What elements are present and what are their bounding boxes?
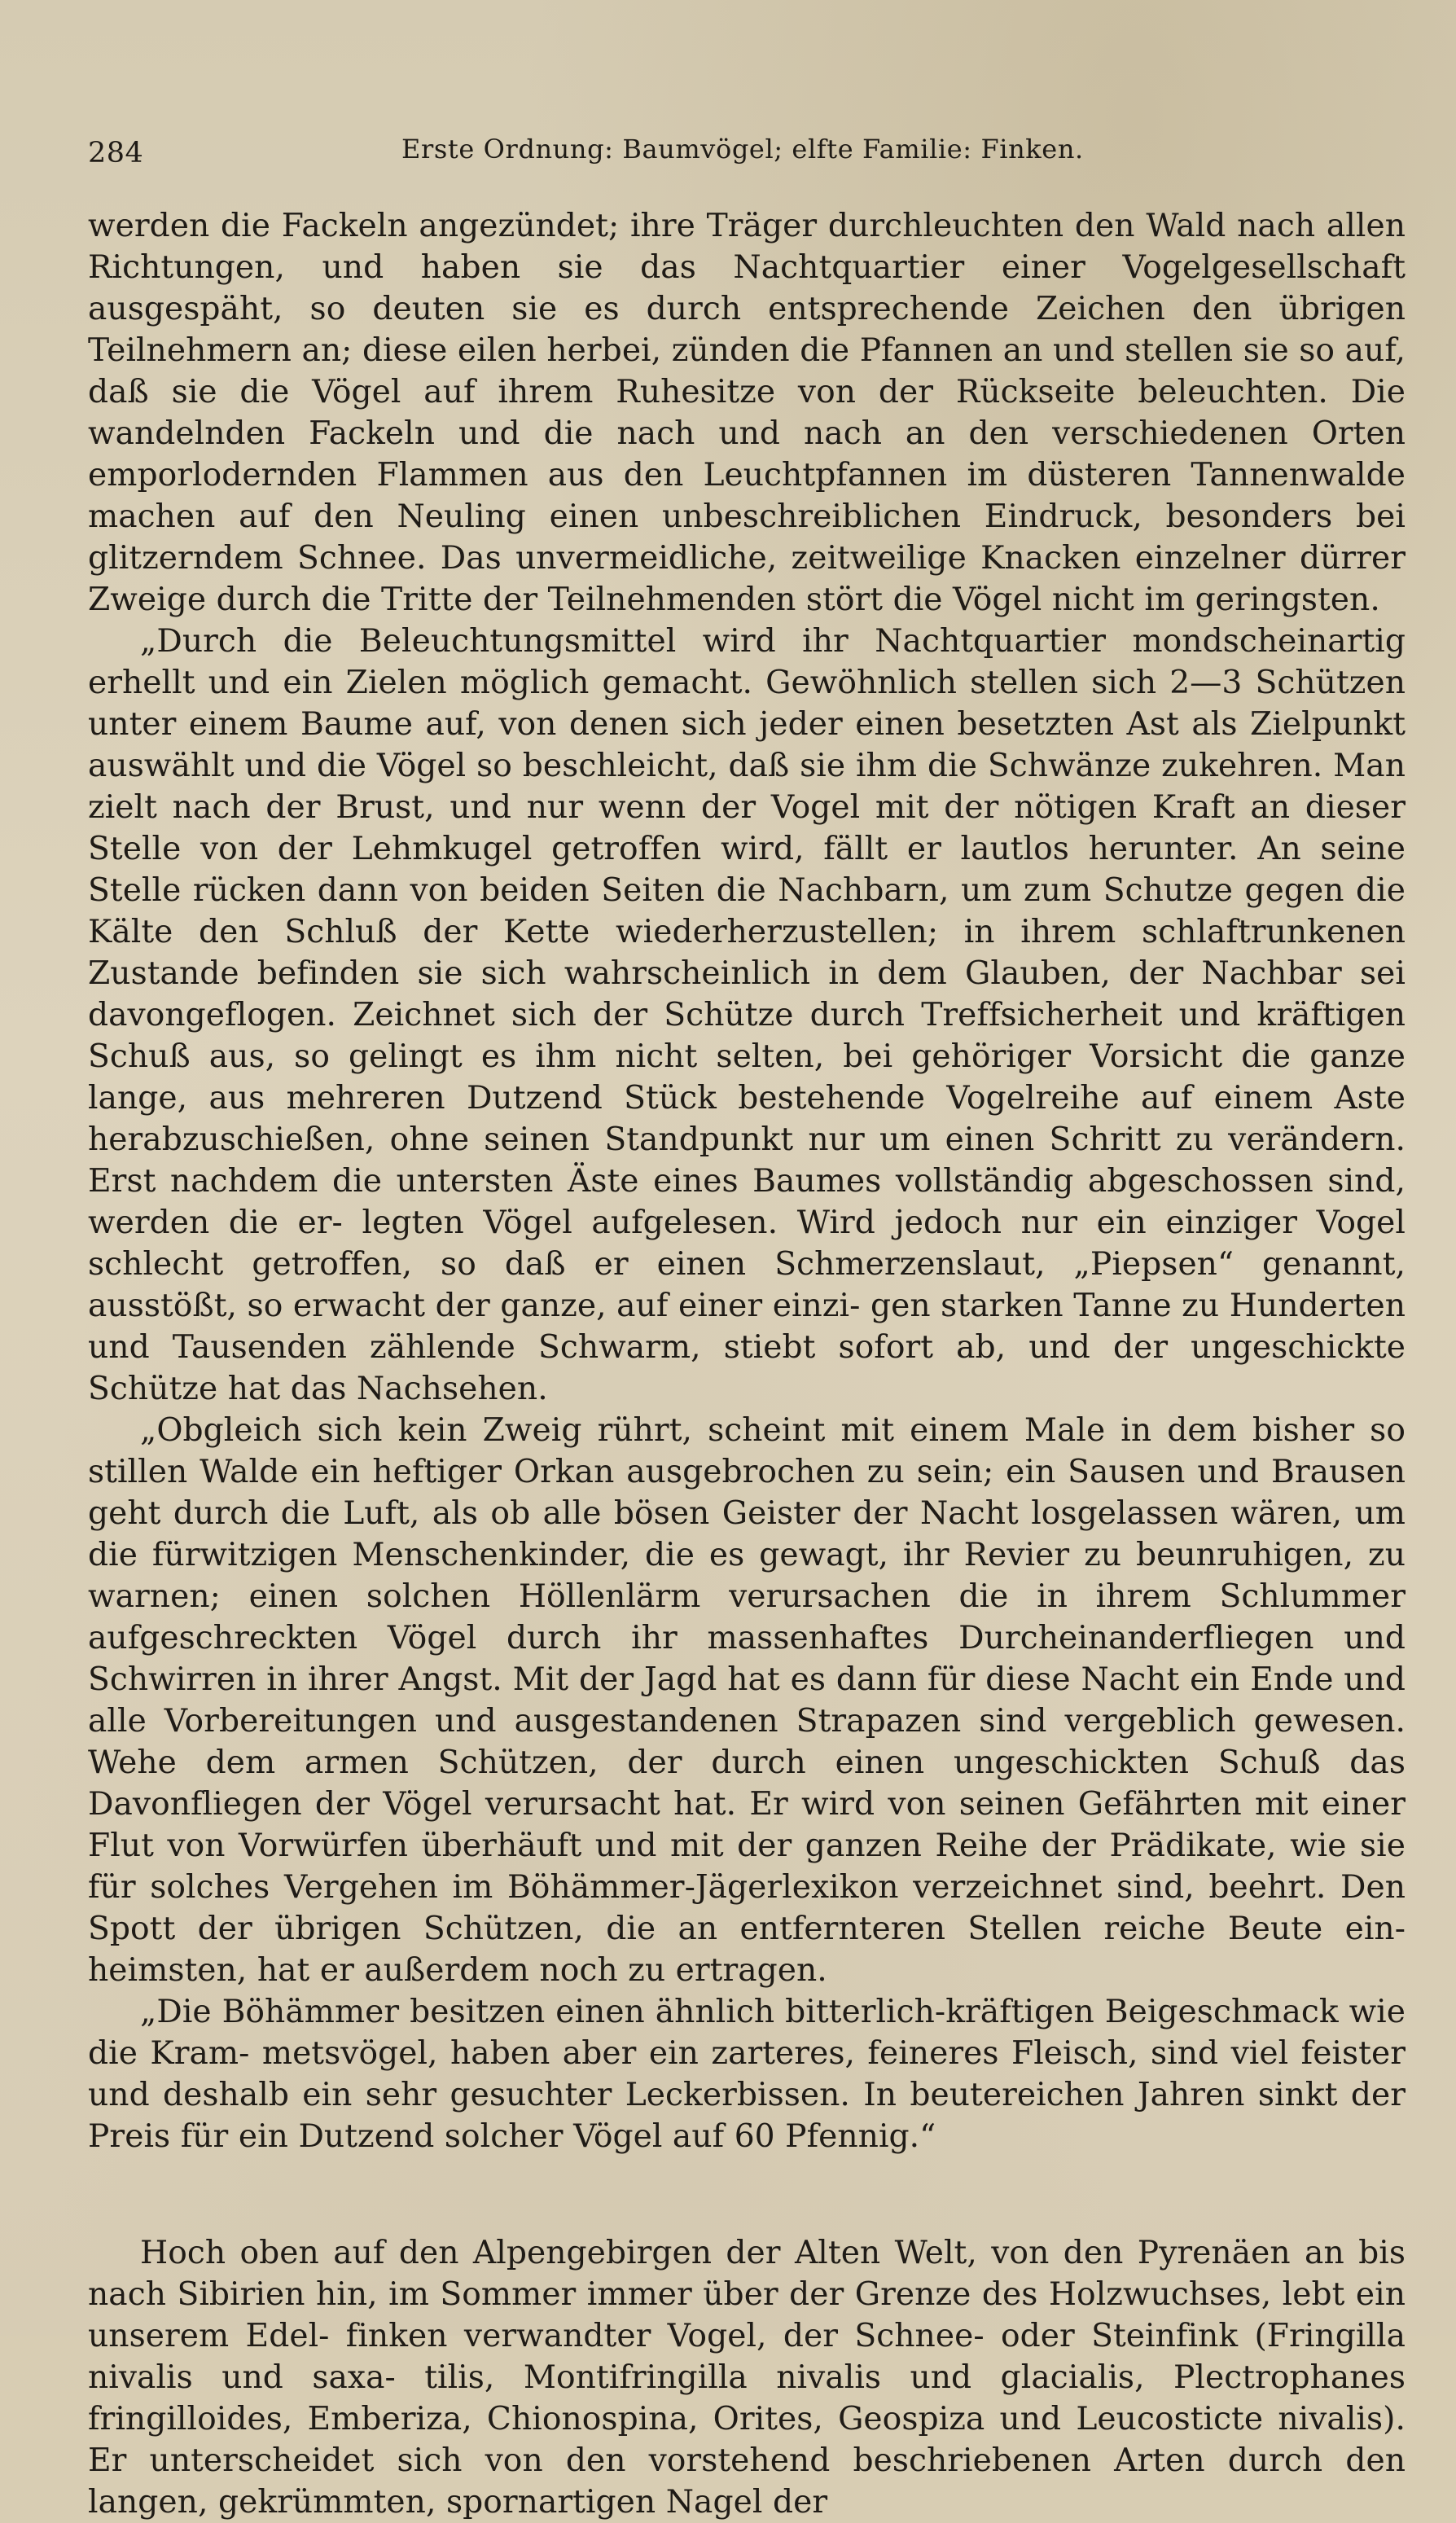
paragraph-schneefink: Hoch oben auf den Alpengebirgen der Alten Welt, von den Pyrenäen an bis nach Sibirien hin, im Sommer immer über der Grenze des Holzwuchses, lebt ein unserem Edel- finken verwandter Vogel, der Schnee- oder Steinfink (Fringilla nivalis und saxa- tilis, Montifringilla nivalis und glacialis, Plectrophanes fringilloides, Emberiza, Chionospina, Orites, Geospiza und Leucosticte nivalis). Er unterscheidet sich von den vorstehend beschriebenen Arten durch den langen, gekrümmten, spornartigen Nagel der (88, 2235, 1406, 2521)
paragraph-quote-hunting: „Durch die Beleuchtungsmittel wird ihr Nachtquartier mondscheinartig erhellt und ein Zielen möglich gemacht. Gewöhnlich stellen sich 2—3 Schützen unter einem Baume auf, von denen sich jeder einen besetzten Ast als Zielpunkt auswählt und die Vögel so beschleicht, daß sie ihm die Schwänze zukehren. Man zielt nach der Brust, und nur wenn der Vogel mit der nötigen Kraft an dieser Stelle von der Lehmkugel getroffen wird, fällt er lautlos herunter. An seine Stelle rücken dann von beiden Seiten die Nachbarn, um zum Schutze gegen die Kälte den Schluß der Kette wiederherzustellen; in ihrem schlaftrunkenen Zustande befinden sie sich wahrscheinlich in dem Glauben, der Nachbar sei davongeflogen. Zeichnet sich der Schütze durch Treffsicherheit und kräftigen Schuß aus, so gelingt es ihm nicht selten, bei gehöriger Vorsicht die ganze lange, aus mehreren Dutzend Stück bestehende Vogelreihe auf einem Aste herabzuschießen, ohne seinen Standpunkt nur um einen Schritt zu verändern. Erst nachdem die untersten Äste eines Baumes vollständig abgeschossen sind, werden die er- legten Vögel aufgelesen. Wird jedoch nur ein einziger Vogel schlecht getroffen, so daß er einen Schmerzenslaut, „Piepsen“ genannt, ausstößt, so erwacht der ganze, auf einer einzi- gen starken Tanne zu Hunderten und Tausenden zählende Schwarm, stiebt sofort ab, und der ungeschickte Schütze hat das Nachsehen. (88, 623, 1406, 1407)
paragraph-quote-orkan: „Obgleich sich kein Zweig rührt, scheint mit einem Male in dem bisher so stillen Walde ein heftiger Orkan ausgebrochen zu sein; ein Sausen und Brausen geht durch die Luft, als ob alle bösen Geister der Nacht losgelassen wären, um die fürwitzigen Menschenkinder, die es gewagt, ihr Revier zu beunruhigen, zu warnen; einen solchen Höllenlärm verursachen die in ihrem Schlummer aufgeschreckten Vögel durch ihr massenhaftes Durcheinanderfliegen und Schwirren in ihrer Angst. Mit der Jagd hat es dann für diese Nacht ein Ende und alle Vorbereitungen und ausgestandenen Strapazen sind vergeblich gewesen. Wehe dem armen Schützen, der durch einen ungeschickten Schuß das Davonfliegen der Vögel verursacht hat. Er wird von seinen Gefährten mit einer Flut von Vorwürfen überhäuft und mit der ganzen Reihe der Prädikate, wie sie für solches Vergehen im Böhämmer-Jägerlexikon verzeichnet sind, beehrt. Den Spott der übrigen Schützen, die an entfernteren Stellen reiche Beute ein- heimsten, hat er außerdem noch zu ertragen. (88, 1412, 1406, 1989)
page-number: 284 (88, 137, 144, 169)
body-text (88, 205, 1406, 2523)
paragraph-continued: werden die Fackeln angezündet; ihre Träger durchleuchten den Wald nach allen Richtungen, und haben sie das Nachtquartier einer Vogelgesellschaft ausgespäht, so deuten sie es durch entsprechende Zeichen den übrigen Teilnehmern an; diese eilen herbei, zünden die Pfannen an und stellen sie so auf, daß sie die Vögel auf ihrem Ruhesitze von der Rückseite beleuchten. Die wandelnden Fackeln und die nach und nach an den verschiedenen Orten emporlodernden Flammen aus den Leuchtpfannen im düsteren Tannenwalde machen auf den Neuling einen unbeschreiblichen Eindruck, besonders bei glitzerndem Schnee. Das unvermeidliche, zeitweilige Knacken einzelner dürrer Zweige durch die Tritte der Teilnehmenden stört die Vögel nicht im geringsten. (88, 208, 1406, 618)
running-head (88, 122, 1406, 186)
paragraph-quote-taste: „Die Böhämmer besitzen einen ähnlich bitterlich-kräftigen Beigeschmack wie die Kram- metsvögel, haben aber ein zarteres, feineres Fleisch, sind viel feister und deshalb ein sehr gesuchter Leckerbissen. In beutereichen Jahren sinkt der Preis für ein Dutzend solcher Vögel auf 60 Pfennig.“ (88, 1994, 1406, 2155)
running-title: Erste Ordnung: Baumvögel; elfte Familie: Finken. (401, 134, 1084, 165)
